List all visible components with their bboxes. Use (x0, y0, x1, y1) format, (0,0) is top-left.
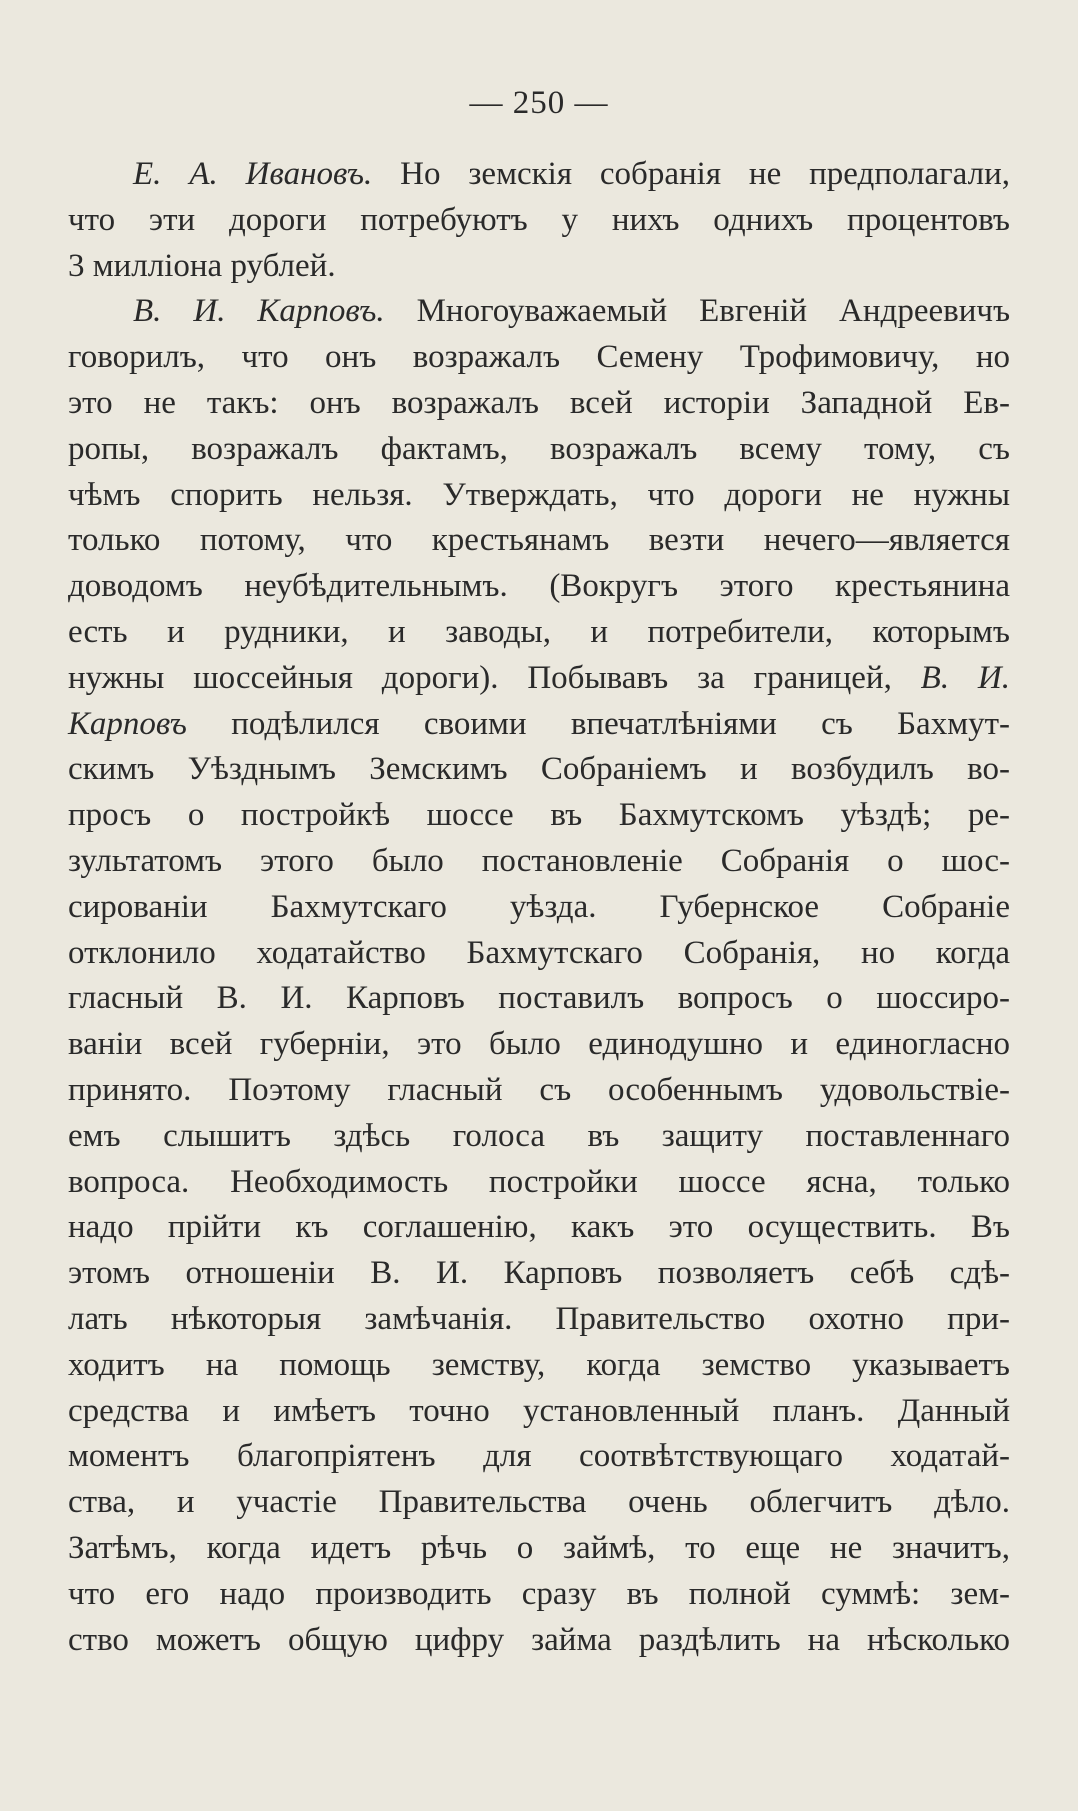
text-line: это не такъ: онъ возражалъ всей исторіи Западной Ев- (68, 384, 1010, 421)
text-line: скимъ Уѣзднымъ Земскимъ Собраніемъ и возбудилъ во- (68, 751, 1010, 788)
text-line: чѣмъ спорить нельзя. Утверждать, что дороги не нужны (68, 476, 1010, 513)
text-line: ходитъ на помощь земству, когда земство указываетъ (68, 1346, 1010, 1383)
page-body (68, 152, 1010, 1663)
text-line: доводомъ неубѣдительнымъ. (Вокругъ этого крестьянина (68, 568, 1010, 605)
text-line: что его надо производить сразу въ полной суммѣ: зем- (68, 1575, 1010, 1612)
text-line (68, 289, 1010, 335)
text-line: этомъ отношеніи В. И. Карповъ позволяетъ себѣ сдѣ- (68, 1255, 1010, 1292)
text-line: принято. Поэтому гласный съ особеннымъ удовольствіе- (68, 1071, 1010, 1108)
text-line (68, 702, 1010, 748)
text-line: надо прійти къ соглашенію, какъ это осуществить. Въ (68, 1209, 1010, 1246)
text-line: просъ о постройкѣ шоссе въ Бахмутскомъ уѣздѣ; ре- (68, 797, 1010, 834)
text-line: 3 милліона рублей. (68, 247, 336, 284)
text-line: говорилъ, что онъ возражалъ Семену Трофимовичу, но (68, 339, 1010, 376)
line-text: подѣлился своими впечатлѣніями съ Бахмут- (186, 705, 1010, 742)
speaker-name: В. И. Карповъ. (133, 293, 385, 330)
speaker-name: Карповъ (68, 705, 187, 742)
speaker-name: Е. А. Ивановъ. (133, 156, 373, 192)
line-text: Многоуважаемый Евгеній Андреевичъ (384, 293, 1011, 330)
text-line: ства, и участіе Правительства очень облегчитъ дѣло. (68, 1484, 1010, 1521)
page-number: — 250 — (469, 85, 609, 121)
text-line (68, 656, 1010, 702)
text-line: гласный В. И. Карповъ поставилъ вопросъ о шоссиро- (68, 980, 1010, 1017)
text-line: моментъ благопріятенъ для соотвѣтствующаго ходатай- (68, 1438, 1010, 1475)
text-line: отклонило ходатайство Бахмутскаго Собранія, но когда (68, 934, 1010, 971)
text-line: только потому, что крестьянамъ везти нечего—является (68, 522, 1010, 559)
line-text: нужны шоссейныя дороги). Побывавъ за границей, (68, 659, 892, 696)
text-line (68, 152, 1010, 198)
text-line: что эти дороги потребуютъ у нихъ однихъ процентовъ (68, 201, 1010, 238)
text-line: ропы, возражалъ фактамъ, возражалъ всему тому, съ (68, 430, 1010, 467)
text-line: емъ слышитъ здѣсь голоса въ защиту поставленнаго (68, 1117, 1010, 1154)
speaker-name: В. И. (891, 659, 1010, 696)
text-line: есть и рудники, и заводы, и потребители, которымъ (68, 613, 1010, 650)
text-line: Затѣмъ, когда идетъ рѣчь о займѣ, то еще не значитъ, (68, 1529, 1010, 1566)
line-text: Но земскія собранія не предполагали, (372, 156, 1010, 192)
text-line: ваніи всей губерніи, это было единодушно и единогласно (68, 1026, 1010, 1063)
text-line: зультатомъ этого было постановленіе Собранія о шос- (68, 842, 1010, 879)
text-line: лать нѣкоторыя замѣчанія. Правительство охотно при- (68, 1300, 1010, 1337)
text-line: сированіи Бахмутскаго уѣзда. Губернское Собраніе (68, 888, 1010, 925)
text-line: средства и имѣетъ точно установленный планъ. Данный (68, 1392, 1010, 1429)
text-line: вопроса. Необходимость постройки шоссе ясна, только (68, 1163, 1010, 1200)
text-line: ство можетъ общую цифру займа раздѣлить на нѣсколько (68, 1621, 1010, 1658)
